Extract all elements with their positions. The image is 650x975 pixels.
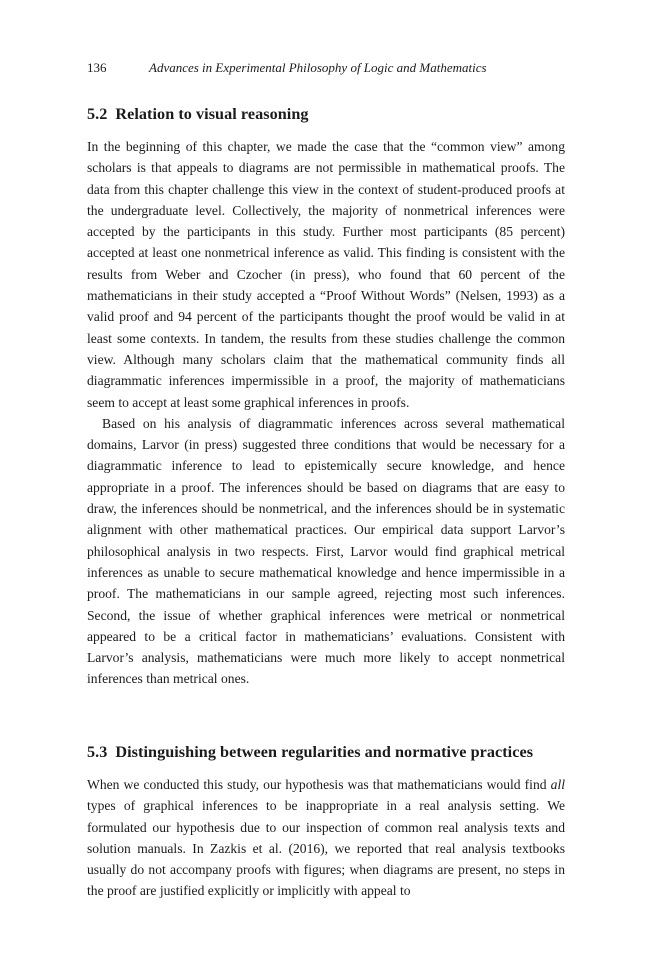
body-paragraph: In the beginning of this chapter, we made the case that the “common view” among scholars is that appeals to diagrams are not permissible in mathematical proofs. The data from this chapter challenge this view in the context of student-produced proofs at the undergraduate level. Collectively, the majority of nonmetrical inferences were accepted by the participants in this study. Further most participants (85 percent) accepted at least one nonmetrical inference as valid. This finding is consistent with the results from Weber and Czocher (in press), who found that 60 percent of the mathematicians in their study accepted a “Proof Without Words” (Nelsen, 1993) as a valid proof and 94 percent of the participants thought the proof would be valid in at least some contexts. In tandem, the results from these studies challenge the common view. Although many scholars claim that the mathematical community finds all diagrammatic inferences impermissible in a proof, the majority of mathematicians seem to accept at least some graphical inferences in proofs.: [87, 139, 565, 410]
section-number: 5.3: [87, 743, 108, 761]
section-visual-reasoning: [87, 103, 565, 690]
paragraph-text: types of graphical inferences to be inappropriate in a real analysis setting. We formulated our hypothesis due to our inspection of common real analysis texts and solution manuals. In Zazkis et al. (2016), we reported that real analysis textbooks usually do not accompany proofs with figures; when diagrams are present, no steps in the proof are justified explicitly or implicitly with appeal to: [87, 798, 565, 899]
running-header: [87, 58, 565, 78]
section-regularities-normative: [87, 741, 565, 902]
body-paragraph: [87, 774, 565, 902]
section-heading: [87, 103, 565, 125]
section-title: Relation to visual reasoning: [115, 105, 309, 123]
paragraph-text: When we conducted this study, our hypothesis was that mathematicians would find: [87, 777, 551, 792]
running-title: Advances in Experimental Philosophy of Logic and Mathematics: [149, 60, 487, 75]
body-paragraph: Based on his analysis of diagrammatic inferences across several mathematical domains, Larvor (in press) suggested three conditions that would be necessary for a diagrammatic inference to lead to epistemically secure knowledge, and hence appropriate in a proof. The inferences should be based on diagrams that are easy to draw, the inferences should be nonmetrical, and the inferences should be in systematic alignment with other mathematical practices. Our empirical data support Larvor’s philosophical analysis in two respects. First, Larvor would find graphical metrical inferences as unable to secure mathematical knowledge and hence impermissible in a proof. The mathematicians in our sample agreed, rejecting most such inferences. Second, the issue of whether graphical inferences were metrical or nonmetrical appeared to be a critical factor in mathematicians’ evaluations. Consistent with Larvor’s analysis, mathematicians were much more likely to accept nonmetrical inferences than metrical ones.: [87, 415, 565, 687]
emphasized-word: all: [550, 777, 565, 792]
section-number: 5.2: [87, 105, 108, 123]
page-number: 136: [87, 60, 107, 75]
section-heading: [87, 741, 565, 763]
section-title: Distinguishing between regularities and normative practices: [115, 743, 534, 761]
